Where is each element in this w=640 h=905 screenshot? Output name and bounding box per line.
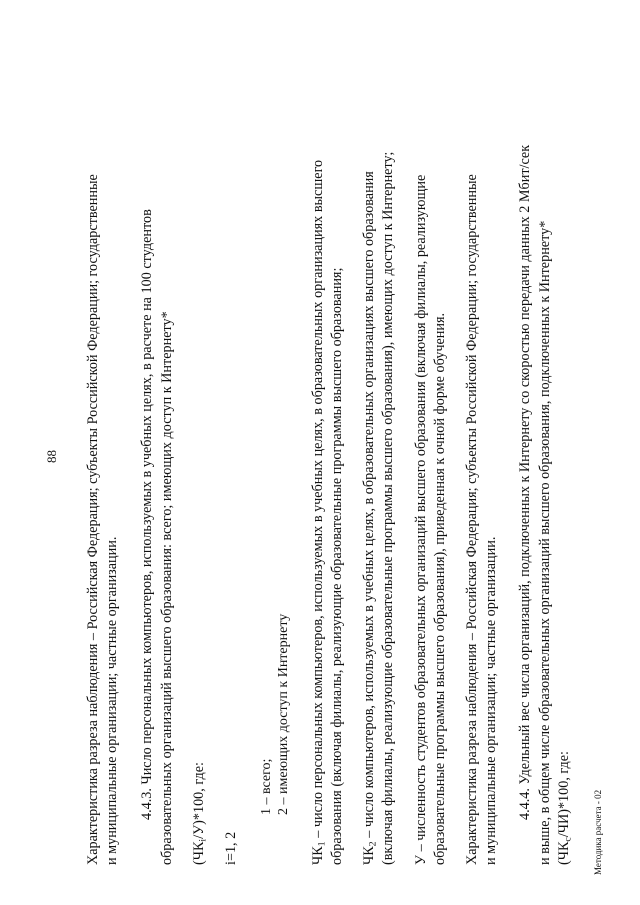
chk2-line2-text: (включая филиалы, реализующие образовательные программы высшего образования), имеющих доступ к Интернету; (380, 151, 396, 865)
section-444-line1-text: 4.4.4. Удельный вес числа организаций, подключенных к Интернету со скоростью передачи данных 2 Мбит/сек (517, 144, 533, 820)
block1-line2-text: и муниципальные организации; частные организации. (104, 536, 120, 865)
index-range-text: i=1, 2 (223, 831, 239, 865)
section-444-line2 (538, 221, 552, 865)
list-item-internet (276, 614, 292, 815)
list-item-total-text: 1 – всего; (259, 758, 274, 815)
chk1-text: – число персональных компьютеров, используемых в учебных целях, в образовательных организациях высшего (310, 159, 326, 842)
formula-444-sub: с (562, 837, 574, 842)
block1-line1 (86, 85, 100, 865)
section-443-line1-text: 4.4.3. Число персональных компьютеров, используемых в учебных целях, в расчете на 100 студентов (139, 209, 155, 820)
page-number (44, 450, 60, 463)
formula-443-b: /У)*100, где: (191, 762, 207, 839)
footer-caption-text: Методика расчета - 02 (593, 789, 603, 875)
definition-chk2-line2 (381, 152, 395, 865)
definition-chk1-line1 (310, 159, 328, 865)
formula-444-b: /ЧИ)*100, где: (556, 751, 572, 838)
chk2-sub: 2 (367, 841, 379, 847)
formula-444 (556, 751, 574, 865)
section-443-line2 (160, 311, 174, 865)
definition-u-line2 (433, 313, 447, 865)
chk2-symbol: ЧК (361, 846, 377, 865)
block2-line1-text: Характеристика разреза наблюдения – Российская Федерация; субъекты Российской Федерации; государственные (464, 174, 480, 865)
u-line2-text: образовательные программы высшего образования), приведенная к очной форме обучения. (432, 312, 448, 865)
block1-line1-text: Характеристика разреза наблюдения – Российская Федерация; субъекты Российской Федерации; государственные (85, 174, 101, 865)
block1-line2 (105, 537, 119, 865)
chk1-line2-text: образования (включая филиалы, реализующие образовательные программы высшего образования; (329, 267, 345, 865)
section-443-line2-text: образовательных организаций высшего образования: всего; имеющих доступ к Интернету* (159, 311, 175, 865)
block2-line2-text: и муниципальные организации; частные организации. (483, 536, 499, 865)
u-line1-text: У – численность студентов образовательных организаций высшего образования (включая филиалы, реализующие (413, 174, 429, 865)
section-444-line1 (518, 145, 532, 820)
chk1-symbol: ЧК (310, 846, 326, 865)
formula-443 (191, 762, 209, 865)
list-item-total (259, 759, 275, 815)
section-444-line2-text: и выше, в общем числе образовательных организаций высшего образования, подключенных к Интернету* (537, 220, 553, 865)
definition-chk1-line2 (330, 268, 344, 865)
index-range (224, 832, 238, 865)
block2-line1 (465, 174, 479, 865)
formula-444-a: (ЧК (556, 841, 572, 865)
block2-line2 (484, 537, 498, 865)
chk1-sub: 1 (316, 841, 328, 847)
chk2-text: – число компьютеров, используемых в учебных целях, в образовательных организациях высшего образования (361, 171, 377, 842)
definition-u-line1 (414, 175, 428, 865)
footer-caption (593, 790, 603, 875)
section-443-line1 (140, 209, 154, 820)
formula-443-sub: i (197, 838, 209, 842)
definition-chk2-line1 (361, 171, 379, 865)
page-number-text: 88 (44, 450, 59, 463)
list-item-internet-text: 2 – имеющих доступ к Интернету (276, 613, 291, 815)
formula-443-a: (ЧК (191, 841, 207, 865)
